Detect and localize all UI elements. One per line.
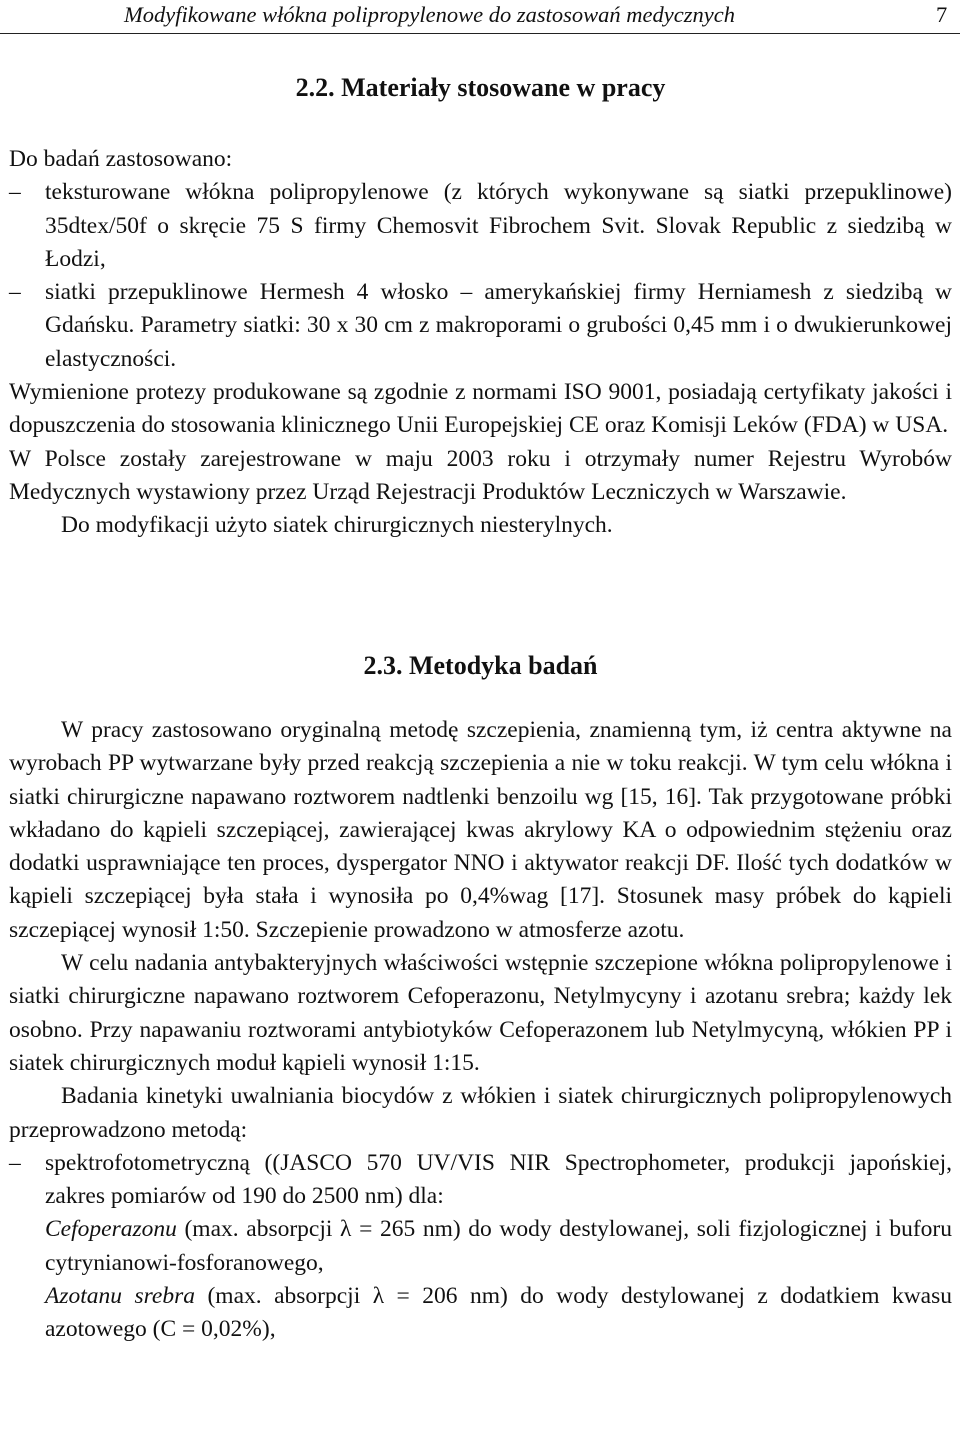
dash-bullet: –	[9, 279, 21, 306]
paragraph-iso: Wymienione protezy produkowane są zgodnie z normami ISO 9001, posiadają certyfikaty jakości i dopuszczenia do stosowania klinicznego Unii Europejskiej CE oraz Komisji Leków (FDA) w USA.	[9, 379, 952, 439]
paragraph-grafting: W pracy zastosowano oryginalną metodę szczepienia, znamienną tym, iż centra aktywne na wyrobach PP wytwarzane były przed reakcją szczepienia a nie w toku reakcji. W tym celu włókna i siatki chirurgiczne napawano roztworem nadtlenki benzoilu wg [15, 16]. Tak przygotowane próbki wkładano do kąpieli szczepiącej, zawierającej kwas akrylowy KA o odpowiednim stężeniu oraz dodatki usprawniające ten proces, dyspergator NNO i aktywator reakcji DF. Ilość tych dodatków w kąpieli szczepiącej była stała i wynosiła po 0,4%wag [17]. Stosunek masy próbek do kąpieli szczepiącej wynosił 1:50. Szczepienie prowadzono w atmosferze azotu.	[9, 717, 952, 943]
page-number: 7	[936, 2, 948, 27]
running-header	[0, 0, 960, 34]
materials-block	[9, 143, 952, 543]
methodology-block	[9, 714, 952, 1347]
silver-nitrate-entry	[9, 1280, 952, 1347]
cefoperazone-entry	[9, 1213, 952, 1280]
dash-bullet: –	[9, 1149, 21, 1176]
section-heading-methodology: 2.3. Metodyka badań	[363, 651, 598, 680]
running-title: Modyfikowane włókna polipropylenowe do zastosowań medycznych	[124, 2, 735, 27]
materials-intro: Do badań zastosowano:	[9, 146, 233, 172]
paragraph-antibacterial: W celu nadania antybakteryjnych właściwości wstępnie szczepione włókna polipropylenowe i siatki chirurgiczne napawano roztworem Cefoperazonu, Netylmycyny i azotanu srebra; każdy lek osobno. Przy napawaniu roztworami antybiotyków Cefoperazonem lub Netylmycyną, włókien PP i siatek chirurgicznych moduł kąpieli wynosił 1:15.	[9, 950, 952, 1076]
cefoperazone-name: Cefoperazonu	[45, 1216, 177, 1243]
cefoperazone-text: (max. absorpcji λ = 265 nm) do wody destylowanej, soli fizjologicznej i buforu cytrynianowi-fosforanowego,	[45, 1216, 952, 1276]
materials-item-text: teksturowane włókna polipropylenowe (z których wykonywane są siatki przepuklinowe) 35dtex/50f o skręcie 75 S firmy Chemosvit Fibrochem Svit. Slovak Republic z siedzibą w Łodzi,	[45, 179, 952, 272]
materials-list-item	[9, 276, 952, 376]
materials-item-text: siatki przepuklinowe Hermesh 4 włosko – amerykańskiej firmy Herniamesh z siedzibą w Gdańsku. Parametry siatki: 30 x 30 cm z makroporami o grubości 0,45 mm i o dwukierunkowej elastyczności.	[45, 279, 952, 372]
materials-list-item	[9, 176, 952, 276]
paragraph-registry: W Polsce zostały zarejestrowane w maju 2003 roku i otrzymały numer Rejestru Wyrobów Medycznych wystawiony przez Urząd Rejestracji Produktów Leczniczych w Warszawie.	[9, 445, 952, 505]
section-heading-materials: 2.2. Materiały stosowane w pracy	[295, 73, 666, 102]
silver-nitrate-text: (max. absorpcji λ = 206 nm) do wody destylowanej z dodatkiem kwasu azotowego (C = 0,02%),	[45, 1283, 952, 1343]
method-list-item	[9, 1147, 952, 1214]
paragraph-nonsterile: Do modyfikacji użyto siatek chirurgicznych niesterylnych.	[61, 512, 613, 539]
silver-nitrate-name: Azotanu srebra	[45, 1283, 195, 1310]
dash-bullet: –	[9, 179, 21, 206]
method-item-text: spektrofotometryczną ((JASCO 570 UV/VIS NIR Spectrophometer, produkcji japońskiej, zakres pomiarów od 190 do 2500 nm) dla:	[45, 1149, 952, 1210]
paragraph-kinetics: Badania kinetyki uwalniania biocydów z włókien i siatek chirurgicznych polipropylenowych przeprowadzono metodą:	[9, 1083, 952, 1143]
